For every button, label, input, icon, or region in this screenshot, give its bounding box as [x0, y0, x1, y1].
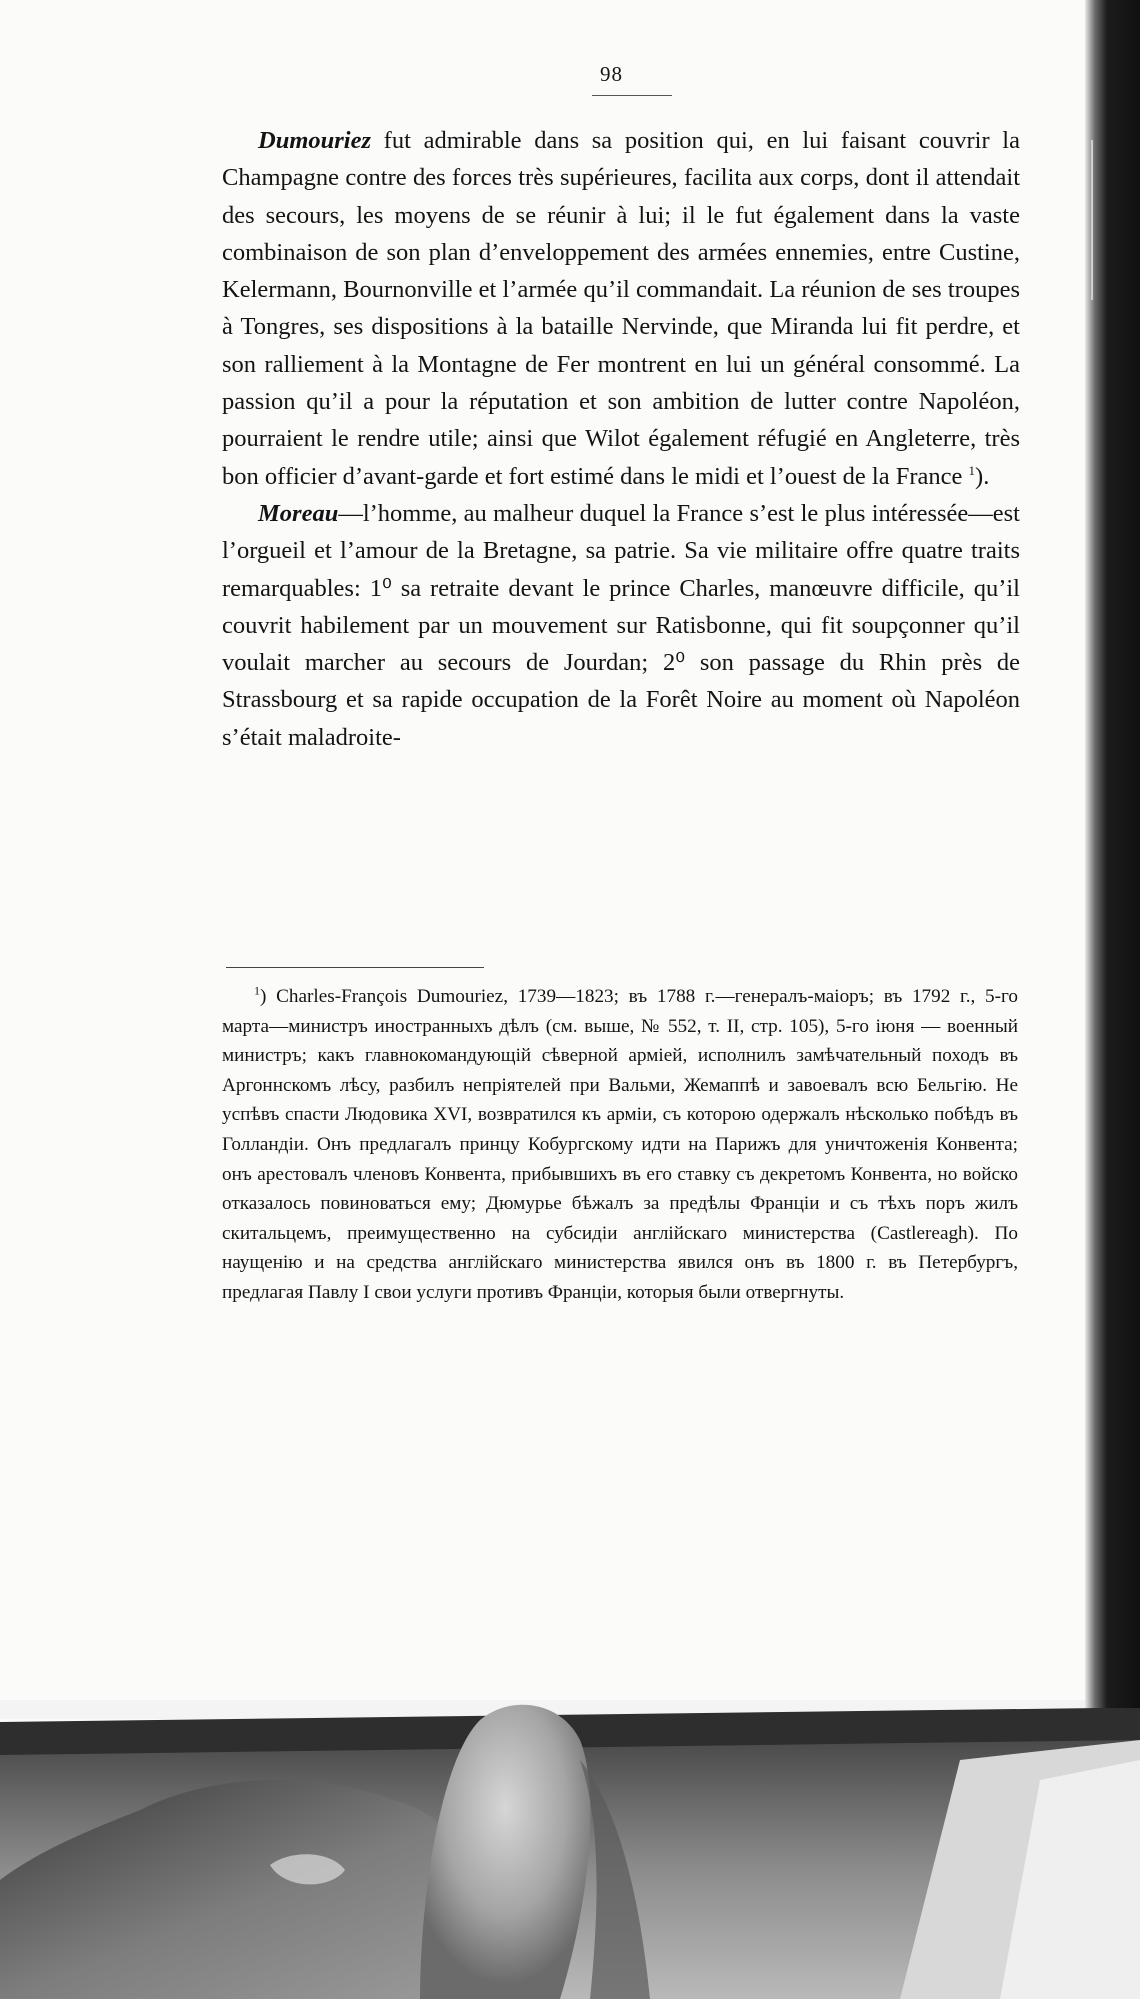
paragraph-dumouriez — [222, 122, 1020, 495]
footnote-reference[interactable]: 1 — [968, 462, 976, 478]
footnote — [222, 982, 1018, 1308]
page-number: 98 — [600, 62, 623, 86]
footnote-mark: 1 — [254, 983, 260, 998]
paragraph-dumouriez-end: ). — [975, 462, 990, 490]
thumb-over-page-photo — [0, 1700, 1140, 1999]
paragraph-moreau — [222, 495, 1020, 756]
paragraph-moreau-text: —l’homme, au malheur duquel la France s’est le plus intéressée—est l’orgueil et l’amour de la Bretagne, sa patrie. Sa vie militaire offre quatre traits remarquables: 1⁰ sa retraite devant le prince Charles, manœuvre difficile, qu’il couvrit habilement par un mouvement sur Ratisbonne, qui fit soupçonner qu’il voulait marcher au secours de Jourdan; 2⁰ son passage du Rhin près de Strassbourg et sa rapide occupation de la Forêt Noire au moment où Napoléon s’était maladroite- — [222, 499, 1020, 751]
footnote-rule — [226, 967, 484, 968]
paragraph-dumouriez-text: fut admirable dans sa position qui, en lui faisant couvrir la Champagne contre des forces très supérieures, facilita aux corps, dont il attendait des secours, les moyens de se réunir à lui; il le fut également dans la vaste combinaison de son plan d’enveloppement des armées ennemies, entre Custine, Kelermann, Bournonville et l’armée qu’il commandait. La réunion de ses troupes à Tongres, ses dispositions à la bataille Nervinde, que Miranda lui fit perdre, et son ralliement à la Montagne de Fer montrent en lui un général consommé. La passion qu’il a pour la réputation et son ambition de lutter contre Napoléon, pourraient le rendre utile; ainsi que Wilot également réfugié en Angleterre, très bon officier d’avant-garde et fort estimé dans le midi et l’ouest de la France — [222, 127, 1020, 490]
name-dumouriez: Dumouriez — [258, 127, 372, 154]
footnote-text: ) Charles-François Dumouriez, 1739—1823; въ 1788 г.—генералъ-маіоръ; въ 1792 г., 5-го марта—министръ иностранныхъ дѣлъ (см. выше, № 552, т. II, стр. 105), 5-го іюня — военный министръ; какъ главнокомандующій сѣверной арміей, исполнилъ замѣчательный походъ въ Аргоннскомъ лѣсу, разбилъ непріятелей при Вальми, Жемаппѣ и завоевалъ всю Бельгію. Не успѣвъ спасти Людовика XVI, возвратился къ арміи, съ которою одержалъ нѣсколько побѣдъ въ Голландіи. Онъ предлагалъ принцу Кобургскому идти на Парижъ для уничтоженія Конвента; онъ арестовалъ членовъ Конвента, прибывшихъ въ его ставку съ декретомъ Конвента, но войско отказалось повиноваться ему; Дюмурье бѣжалъ за предѣлы Франціи и съ тѣхъ поръ жилъ скитальцемъ, преимущественно на субсидіи англійскаго министерства (Castlereagh). По наущенію и на средства англійскаго министерства явился онъ въ 1800 г. въ Петербургъ, предлагая Павлу I свои услуги противъ Франціи, которыя были отвергнуты. — [222, 986, 1018, 1303]
page-number-rule — [592, 95, 672, 96]
name-moreau: Moreau — [258, 499, 339, 527]
main-text — [222, 122, 1020, 756]
